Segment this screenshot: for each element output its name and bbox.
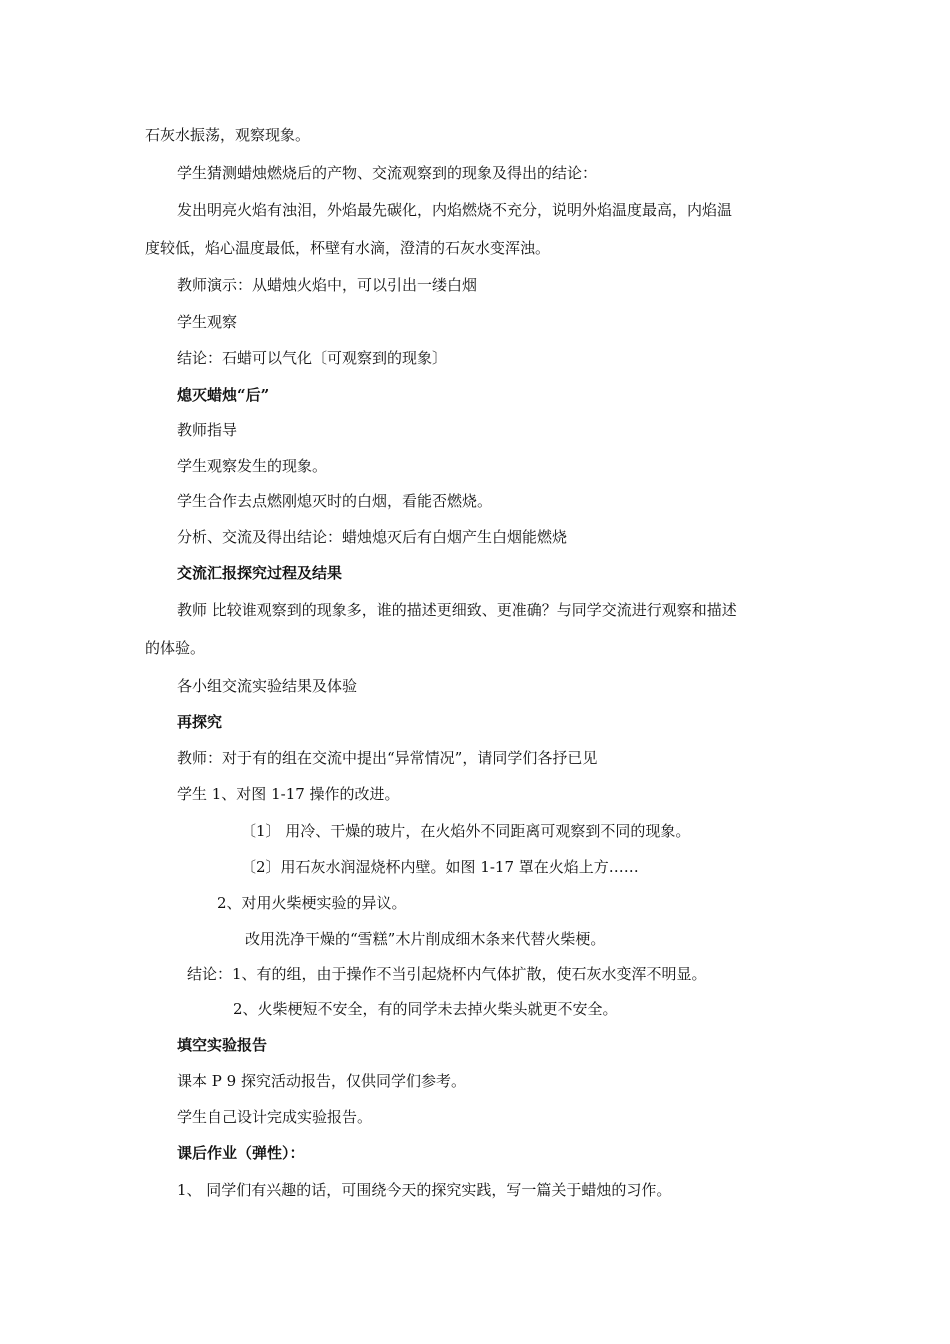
text-line: 课本 P 9 探究活动报告，仅供同学们参考。 [177, 1072, 466, 1090]
text-line: 教师指导 [177, 421, 238, 439]
text-line: 分析、交流及得出结论：蜡烛熄灭后有白烟产生白烟能燃烧 [177, 528, 568, 546]
text-line: 学生合作去点燃刚熄灭时的白烟，看能否燃烧。 [177, 492, 493, 510]
text-line: 结论：石蜡可以气化〔可观察到的现象〕 [177, 349, 448, 367]
text-line: 教师 比较谁观察到的现象多，谁的描述更细致、更准确？与同学交流进行观察和描述 [177, 601, 737, 619]
text-line: 结论：1、有的组，由于操作不当引起烧杯内气体扩散，使石灰水变浑不明显。 [187, 965, 707, 983]
section-heading: 熄灭蜡烛“后” [177, 386, 270, 404]
text-line: 2、对用火柴梗实验的异议。 [217, 894, 407, 912]
text-line: 〔1〕 用冷、干燥的玻片，在火焰外不同距离可观察到不同的现象。 [241, 822, 691, 840]
text-line: 1、 同学们有兴趣的话，可围绕今天的探究实践，写一篇关于蜡烛的习作。 [177, 1181, 672, 1199]
text-line: 〔2〕用石灰水润湿烧杯内壁。如图 1-17 罩在火焰上方…… [241, 858, 639, 876]
text-line: 的体验。 [145, 639, 206, 657]
text-line: 改用洗净干燥的“雪糕”木片削成细木条来代替火柴梗。 [245, 930, 606, 948]
text-line: 学生观察 [177, 313, 238, 331]
text-line: 学生猜测蜡烛燃烧后的产物、交流观察到的现象及得出的结论： [177, 164, 598, 182]
section-heading: 填空实验报告 [177, 1036, 268, 1054]
text-line: 石灰水振荡，观察现象。 [145, 126, 311, 144]
text-line: 发出明亮火焰有浊泪，外焰最先碳化，内焰燃烧不充分，说明外焰温度最高，内焰温 [177, 201, 733, 219]
text-line: 2、火柴梗短不安全，有的同学未去掉火柴头就更不安全。 [233, 1000, 618, 1018]
section-heading: 再探究 [177, 713, 223, 731]
text-line: 学生自己设计完成实验报告。 [177, 1108, 373, 1126]
section-heading: 交流汇报探究过程及结果 [177, 564, 343, 582]
text-line: 教师：对于有的组在交流中提出“异常情况”，请同学们各抒已见 [177, 749, 598, 767]
text-line: 学生 1、对图 1-17 操作的改进。 [177, 785, 400, 803]
text-line: 教师演示：从蜡烛火焰中，可以引出一缕白烟 [177, 276, 478, 294]
text-line: 度较低，焰心温度最低，杯壁有水滴，澄清的石灰水变浑浊。 [145, 239, 551, 257]
text-line: 各小组交流实验结果及体验 [177, 677, 358, 695]
section-heading: 课后作业（弹性）： [177, 1144, 305, 1162]
text-line: 学生观察发生的现象。 [177, 457, 328, 475]
